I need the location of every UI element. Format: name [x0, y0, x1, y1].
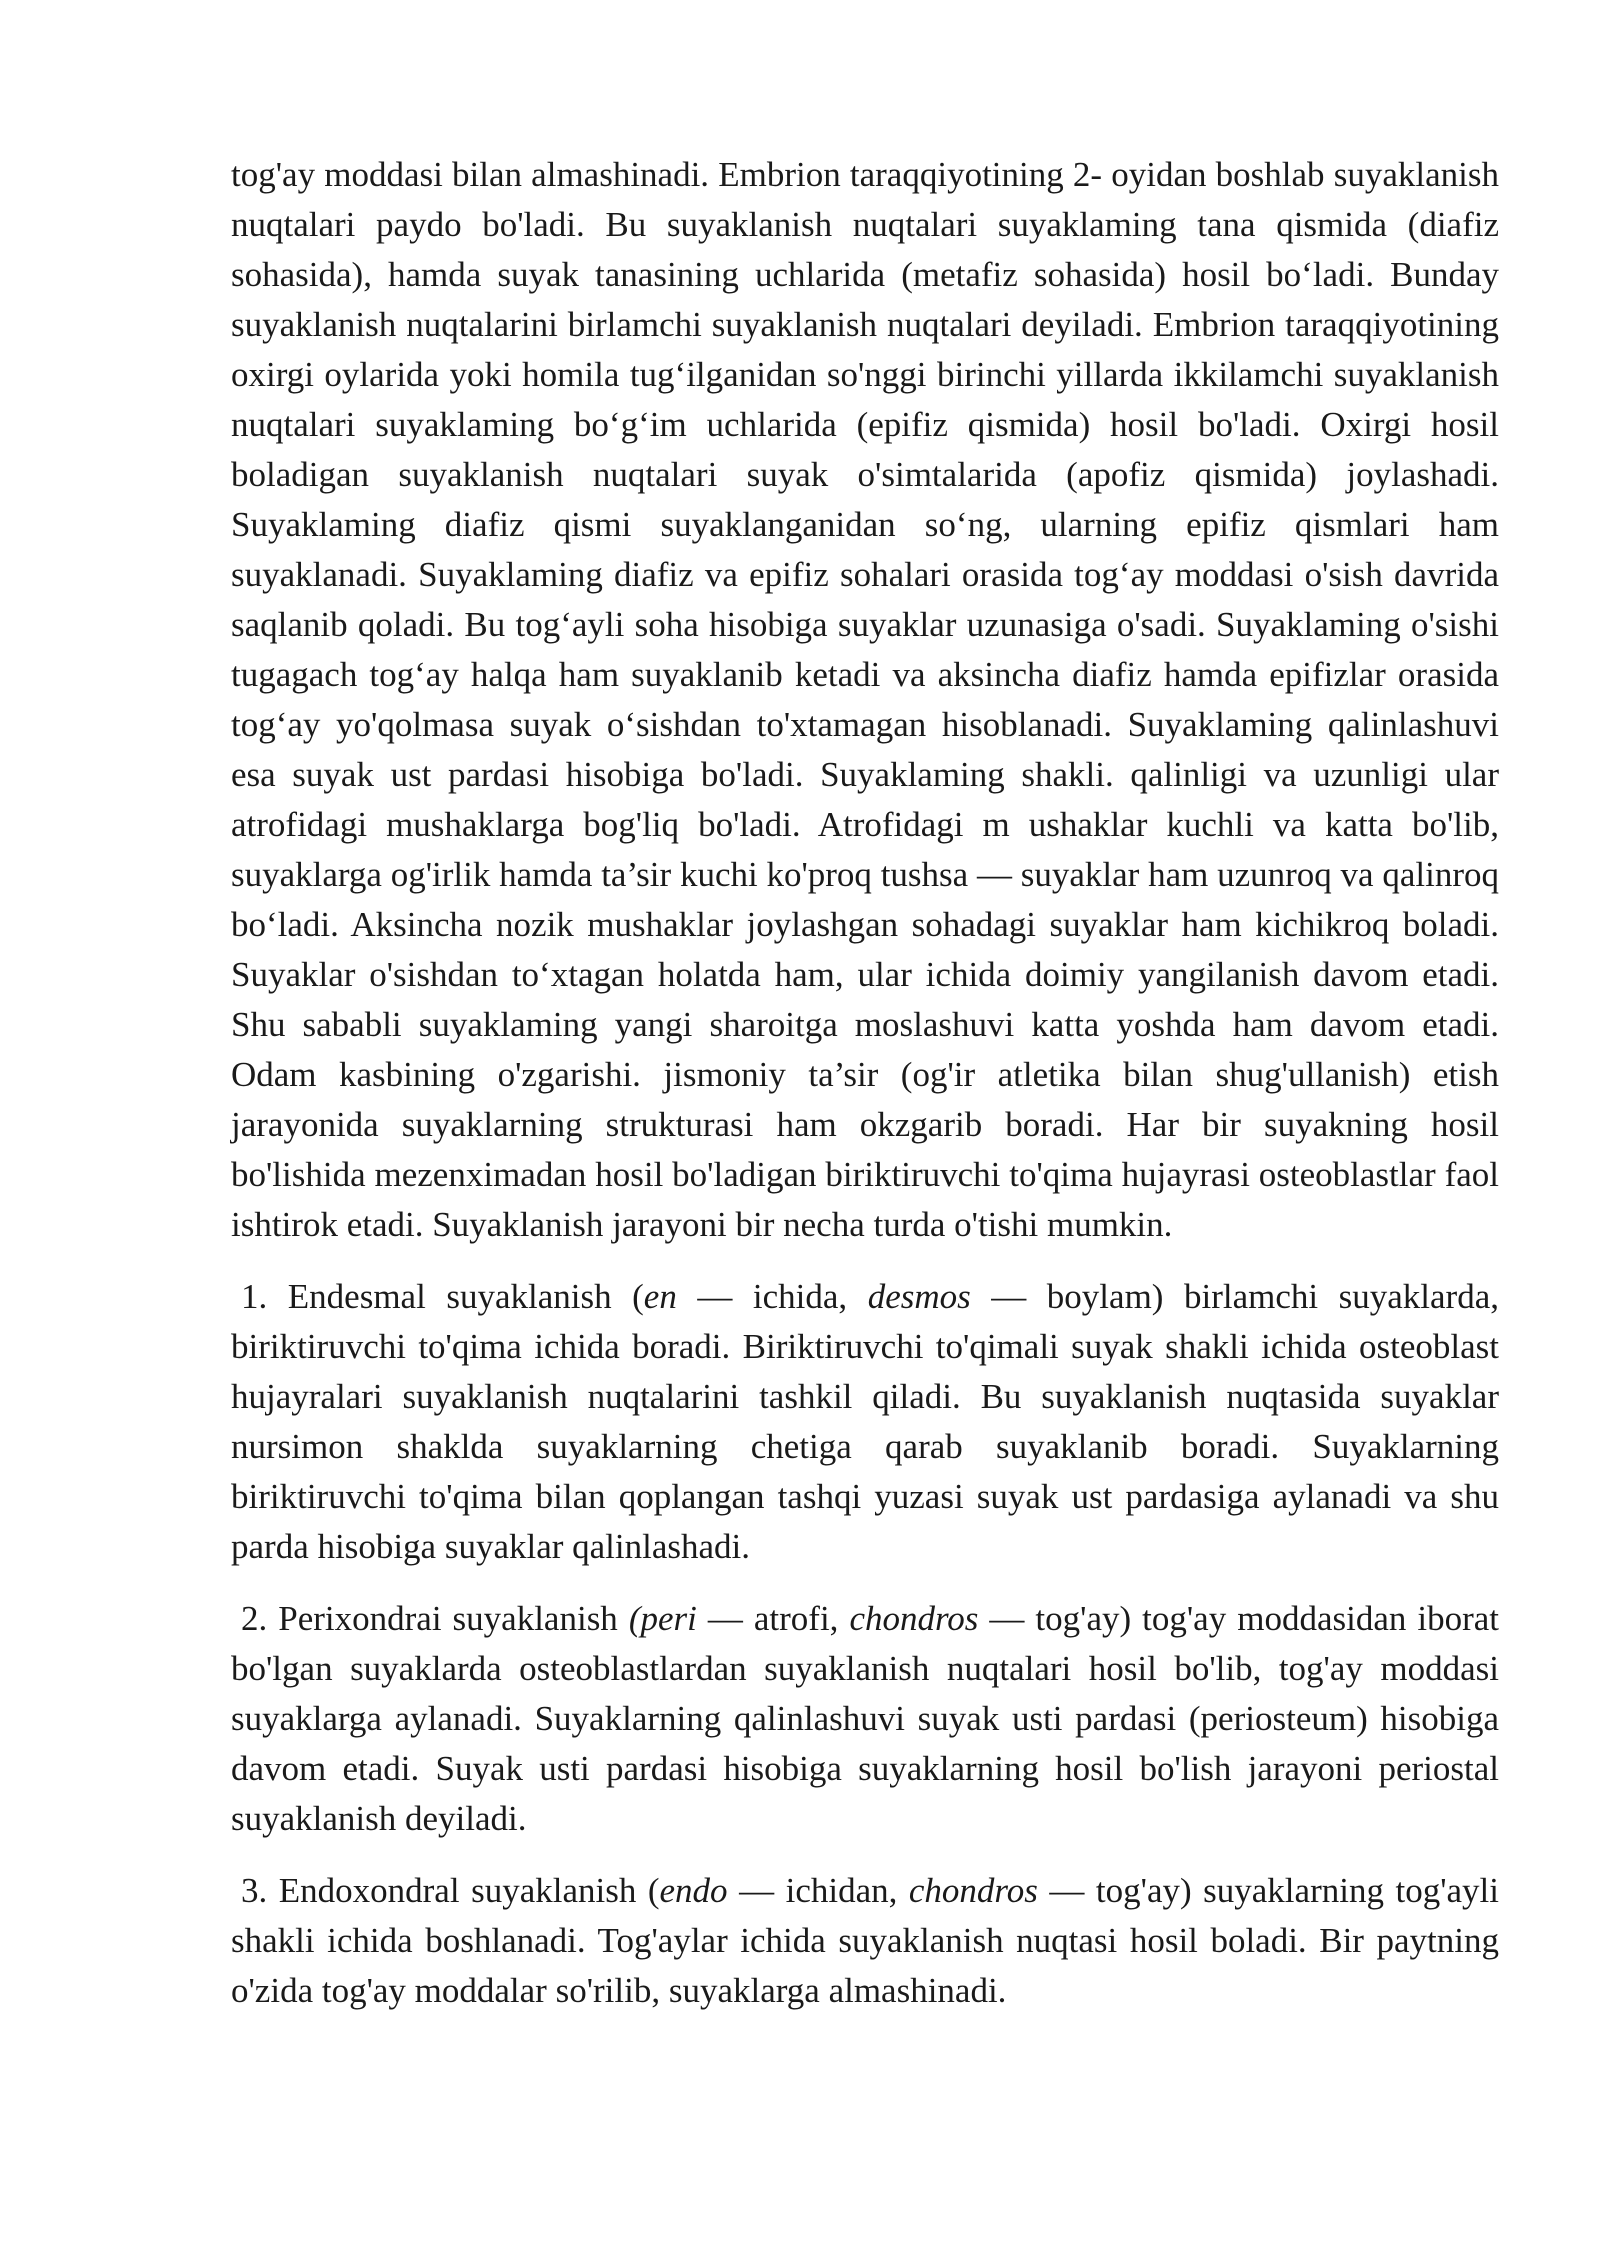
list-item-endesmal	[231, 1272, 1499, 1572]
document-page	[231, 150, 1499, 2016]
item-gloss: — ichida,	[676, 1277, 868, 1316]
item-gloss: — ichidan,	[727, 1871, 909, 1910]
term-chondros: chondros	[908, 1871, 1038, 1910]
term-chondros: chondros	[849, 1599, 979, 1638]
term-desmos: desmos	[867, 1277, 971, 1316]
item-body: — tog'ay) tog'ay moddasidan iborat bo'lgan suyaklarda osteoblastlardan suyaklanish nuqtalari hosil bo'lib, tog'ay moddasi suyaklarga aylanadi. Suyaklarning qalinlashuvi suyak usti pardasi (periosteum) hisobiga davom etadi. Suyak usti pardasi hisobiga suyaklarning hosil bo'lish jarayoni periostal suyaklanish deyiladi.	[231, 1599, 1500, 1838]
item-body: — boylam) birlamchi suyaklarda, biriktiruvchi to'qima ichida boradi. Biriktiruvchi to'qimali suyak shakli ichida osteoblast hujayralari suyaklanish nuqtalarini tashkil qiladi. Bu suyaklanish nuqtasida suyaklar nursimon shaklda suyaklarning chetiga qarab suyaklanib boradi. Suyaklarning biriktiruvchi to'qima bilan qoplangan tashqi yuzasi suyak ust pardasiga aylanadi va shu parda hisobiga suyaklar qalinlashadi.	[231, 1277, 1499, 1566]
item-lead: 1. Endesmal suyaklanish (	[241, 1277, 644, 1316]
list-item-endoxondral	[231, 1866, 1499, 2016]
term-endo: endo	[659, 1871, 728, 1910]
term-peri: (peri	[628, 1599, 697, 1638]
item-gloss: — atrofi,	[696, 1599, 850, 1638]
item-body: — tog'ay) suyaklarning tog'ayli shakli ichida boshlanadi. Tog'aylar ichida suyaklanish nuqtasi hosil boladi. Bir paytning o'zida tog'ay moddalar so'rilib, suyaklarga almashinadi.	[231, 1871, 1499, 2010]
item-lead: 2. Perixondrai suyaklanish	[241, 1599, 629, 1638]
list-item-perixondral	[231, 1594, 1499, 1844]
item-lead: 3. Endoxondral suyaklanish (	[241, 1871, 660, 1910]
body-paragraph: tog'ay moddasi bilan almashinadi. Embrion taraqqiyotining 2- oyidan boshlab suyaklanish nuqtalari paydo bo'ladi. Bu suyaklanish nuqtalari suyaklaming tana qismida (diafiz sohasida), hamda suyak tanasining uchlarida (metafiz sohasida) hosil bo‘ladi. Bunday suyaklanish nuqtalarini birlamchi suyaklanish nuqtalari deyiladi. Embrion taraqqiyotining oxirgi oylarida yoki homila tug‘ilganidan so'nggi birinchi yillarda ikkilamchi suyaklanish nuqtalari suyaklaming bo‘g‘im uchlarida (epifiz qismida) hosil bo'ladi. Oxirgi hosil boladigan suyaklanish nuqtalari suyak o'simtalarida (apofiz qismida) joylashadi. Suyaklaming diafiz qismi suyaklanganidan so‘ng, ularning epifiz qismlari ham suyaklanadi. Suyaklaming diafiz va epifiz sohalari orasida tog‘ay moddasi o'sish davrida saqlanib qoladi. Bu tog‘ayli soha hisobiga suyaklar uzunasiga o'sadi. Suyaklaming o'sishi tugagach tog‘ay halqa ham suyaklanib ketadi va aksincha diafiz hamda epifizlar orasida tog‘ay yo'qolmasa suyak o‘sishdan to'xtamagan hisoblanadi. Suyaklaming qalinlashuvi esa suyak ust pardasi hisobiga bo'ladi. Suyaklaming shakli. qalinligi va uzunligi ular atrofidagi mushaklarga bog'liq bo'ladi. Atrofidagi m ushaklar kuchli va katta bo'lib, suyaklarga og'irlik hamda ta’sir kuchi ko'proq tushsa — suyaklar ham uzunroq va qalinroq bo‘ladi. Aksincha nozik mushaklar joylashgan sohadagi suyaklar ham kichikroq boladi. Suyaklar o'sishdan to‘xtagan holatda ham, ular ichida doimiy yangilanish davom etadi. Shu sababli suyaklaming yangi sharoitga moslashuvi katta yoshda ham davom etadi. Odam kasbining o'zgarishi. jismoniy ta’sir (og'ir atletika bilan shug'ullanish) etish jarayonida suyaklarning strukturasi ham okzgarib boradi. Har bir suyakning hosil bo'lishida mezenximadan hosil bo'ladigan biriktiruvchi to'qima hujayrasi osteoblastlar faol ishtirok etadi. Suyaklanish jarayoni bir necha turda o'tishi mumkin.	[231, 155, 1499, 1244]
term-en: en	[643, 1277, 677, 1316]
